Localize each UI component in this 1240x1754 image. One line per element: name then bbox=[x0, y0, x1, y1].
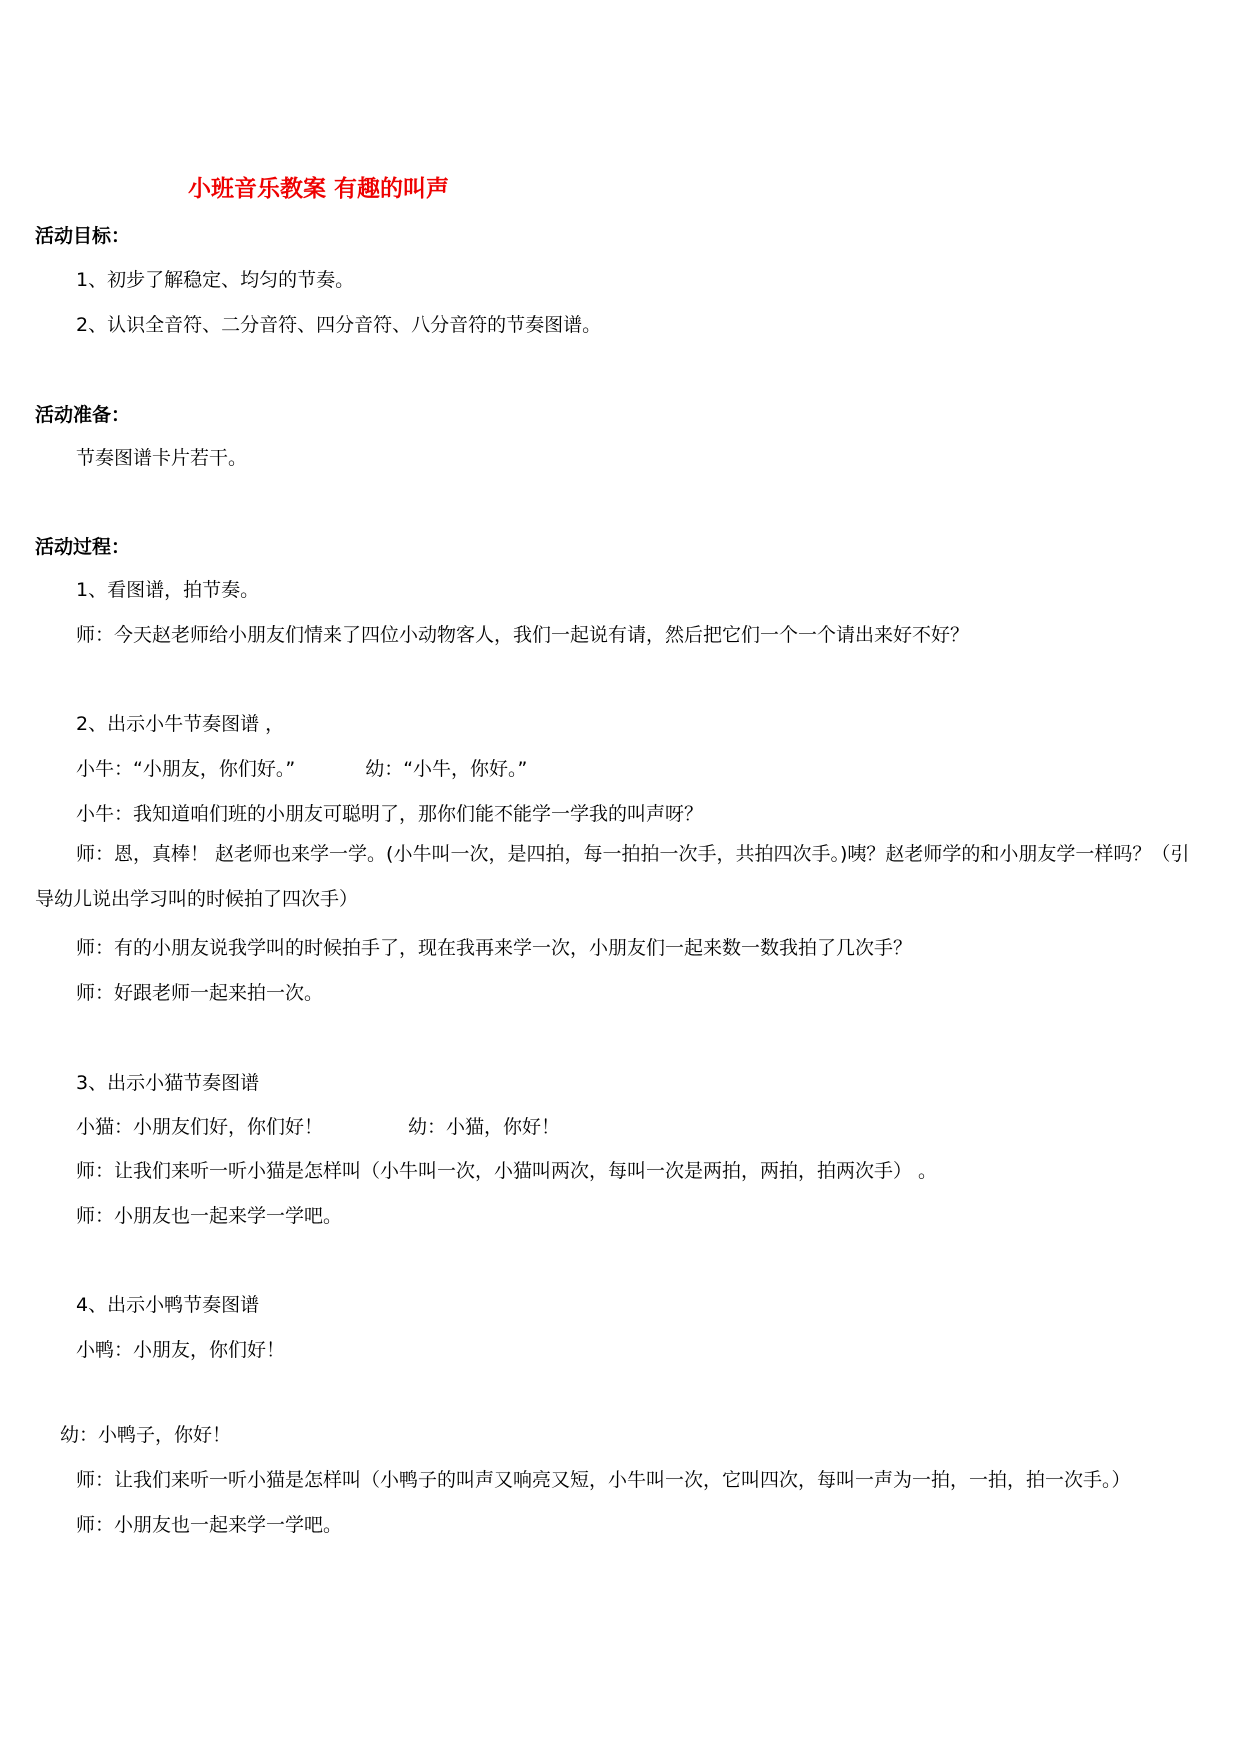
step-4-line-3: 师：让我们来听一听小猫是怎样叫（小鸭子的叫声又响亮又短，小牛叫一次，它叫四次，每叫一声为一拍，一拍，拍一次手。） bbox=[76, 1469, 1131, 1491]
prep-heading: 活动准备： bbox=[35, 404, 131, 426]
step-4-line-4: 师：小朋友也一起来学一学吧。 bbox=[76, 1514, 343, 1536]
step-2-line-5: 师：好跟老师一起来拍一次。 bbox=[76, 982, 324, 1004]
goal-item-2: 2、认识全音符、二分音符、四分音符、八分音符的节奏图谱。 bbox=[76, 314, 602, 336]
step-4-title: 4、出示小鸭节奏图谱 bbox=[76, 1294, 260, 1316]
step-2-child-reply: 幼：“小牛，你好。” bbox=[365, 758, 528, 780]
step-2-dialogue-1 bbox=[76, 754, 527, 781]
step-2-title: 2、出示小牛节奏图谱 ， bbox=[76, 713, 285, 735]
step-2-line-4: 师：有的小朋友说我学叫的时候拍手了，现在我再来学一次，小朋友们一起来数一数我拍了几次手？ bbox=[76, 937, 913, 959]
step-3-dialogue-1 bbox=[76, 1112, 560, 1139]
goals-heading: 活动目标： bbox=[35, 225, 131, 247]
step-4-line-1: 小鸭：小朋友，你们好！ bbox=[76, 1339, 286, 1361]
step-2-line-2: 小牛：我知道咱们班的小朋友可聪明了，那你们能不能学一学我的叫声呀？ bbox=[76, 803, 704, 825]
step-3-line-3: 师：小朋友也一起来学一学吧。 bbox=[76, 1205, 343, 1227]
step-4-line-2: 幼：小鸭子，你好！ bbox=[60, 1424, 232, 1446]
step-3-child-reply: 幼：小猫，你好！ bbox=[408, 1116, 561, 1138]
step-3-title: 3、出示小猫节奏图谱 bbox=[76, 1072, 260, 1094]
step-3-cat-greeting: 小猫：小朋友们好，你们好！ bbox=[76, 1116, 324, 1138]
document-title: 小班音乐教案 有趣的叫声 bbox=[188, 176, 450, 202]
goal-item-1: 1、初步了解稳定、均匀的节奏。 bbox=[76, 269, 355, 291]
step-2-ox-greeting: 小牛：“小朋友，你们好。” bbox=[76, 758, 296, 780]
step-2-line-3: 师：恩，真棒！ 赵老师也来学一学。(小牛叫一次，是四拍，每一拍拍一次手，共拍四次手。)咦？赵老师学的和小朋友学一样吗？（引导幼儿说出学习叫的时候拍了四次手） bbox=[35, 843, 1190, 910]
prep-text: 节奏图谱卡片若干。 bbox=[76, 447, 248, 469]
step-3-line-2: 师：让我们来听一听小猫是怎样叫（小牛叫一次，小猫叫两次，每叫一次是两拍，两拍，拍两次手） 。 bbox=[76, 1160, 938, 1182]
step-1-title: 1、看图谱，拍节奏。 bbox=[76, 579, 260, 601]
process-heading: 活动过程： bbox=[35, 536, 131, 558]
step-1-line-1: 师：今天赵老师给小朋友们情来了四位小动物客人，我们一起说有请，然后把它们一个一个请出来好不好？ bbox=[76, 624, 970, 646]
